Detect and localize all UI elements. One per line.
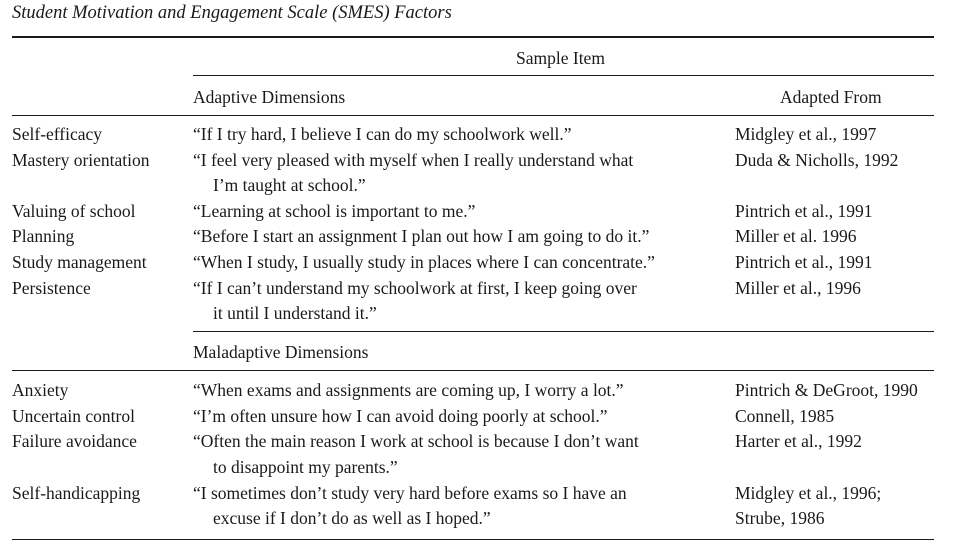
sample-item-continuation: excuse if I don’t do as well as I hoped.”: [213, 508, 491, 528]
maladaptive-header-rule: [12, 370, 934, 371]
factor-name: Uncertain control: [12, 406, 135, 426]
table-title: Student Motivation and Engagement Scale (SMES) Factors: [12, 3, 452, 23]
bottom-rule: [12, 539, 934, 540]
sample-item: “When exams and assignments are coming up, I worry a lot.”: [193, 380, 624, 400]
sample-item: “Before I start an assignment I plan out how I am going to do it.”: [193, 226, 650, 246]
sample-item-continuation: it until I understand it.”: [213, 303, 377, 323]
source: Midgley et al., 1996;: [735, 483, 882, 503]
sample-item: “I’m often unsure how I can avoid doing poorly at school.”: [193, 406, 608, 426]
sample-item-continuation: I’m taught at school.”: [213, 175, 366, 195]
source: Harter et al., 1992: [735, 431, 862, 451]
factor-name: Anxiety: [12, 380, 69, 400]
sample-item-header: Sample Item: [516, 48, 605, 68]
sample-item: “I sometimes don’t study very hard before exams so I have an: [193, 483, 627, 503]
factor-name: Self-efficacy: [12, 124, 103, 144]
sample-item-continuation: to disappoint my parents.”: [213, 457, 398, 477]
adaptive-dimensions-header: Adaptive Dimensions: [193, 87, 346, 107]
sample-item: “Often the main reason I work at school is because I don’t want: [193, 431, 639, 451]
source-continuation: Strube, 1986: [735, 508, 825, 528]
sample-item: “When I study, I usually study in places where I can concentrate.”: [193, 252, 655, 272]
section-rule: [193, 331, 934, 332]
factor-name: Self-handicapping: [12, 483, 141, 503]
header-rule: [193, 75, 934, 76]
source: Midgley et al., 1997: [735, 124, 877, 144]
source: Connell, 1985: [735, 406, 835, 426]
source: Miller et al. 1996: [735, 226, 857, 246]
factor-name: Persistence: [12, 278, 91, 298]
source: Pintrich et al., 1991: [735, 201, 873, 221]
source: Miller et al., 1996: [735, 278, 861, 298]
adapted-from-header: Adapted From: [780, 87, 882, 107]
source: Pintrich & DeGroot, 1990: [735, 380, 918, 400]
top-rule: [12, 36, 934, 38]
sample-item: “Learning at school is important to me.”: [193, 201, 476, 221]
source: Pintrich et al., 1991: [735, 252, 873, 272]
factor-name: Valuing of school: [12, 201, 136, 221]
sample-item: “If I can’t understand my schoolwork at first, I keep going over: [193, 278, 637, 298]
maladaptive-dimensions-header: Maladaptive Dimensions: [193, 342, 369, 362]
factor-name: Mastery orientation: [12, 150, 150, 170]
factor-name: Study management: [12, 252, 147, 272]
factor-name: Failure avoidance: [12, 431, 137, 451]
column-header-rule: [12, 115, 934, 116]
sample-item: “I feel very pleased with myself when I really understand what: [193, 150, 634, 170]
factor-name: Planning: [12, 226, 75, 246]
source: Duda & Nicholls, 1992: [735, 150, 899, 170]
sample-item: “If I try hard, I believe I can do my schoolwork well.”: [193, 124, 572, 144]
